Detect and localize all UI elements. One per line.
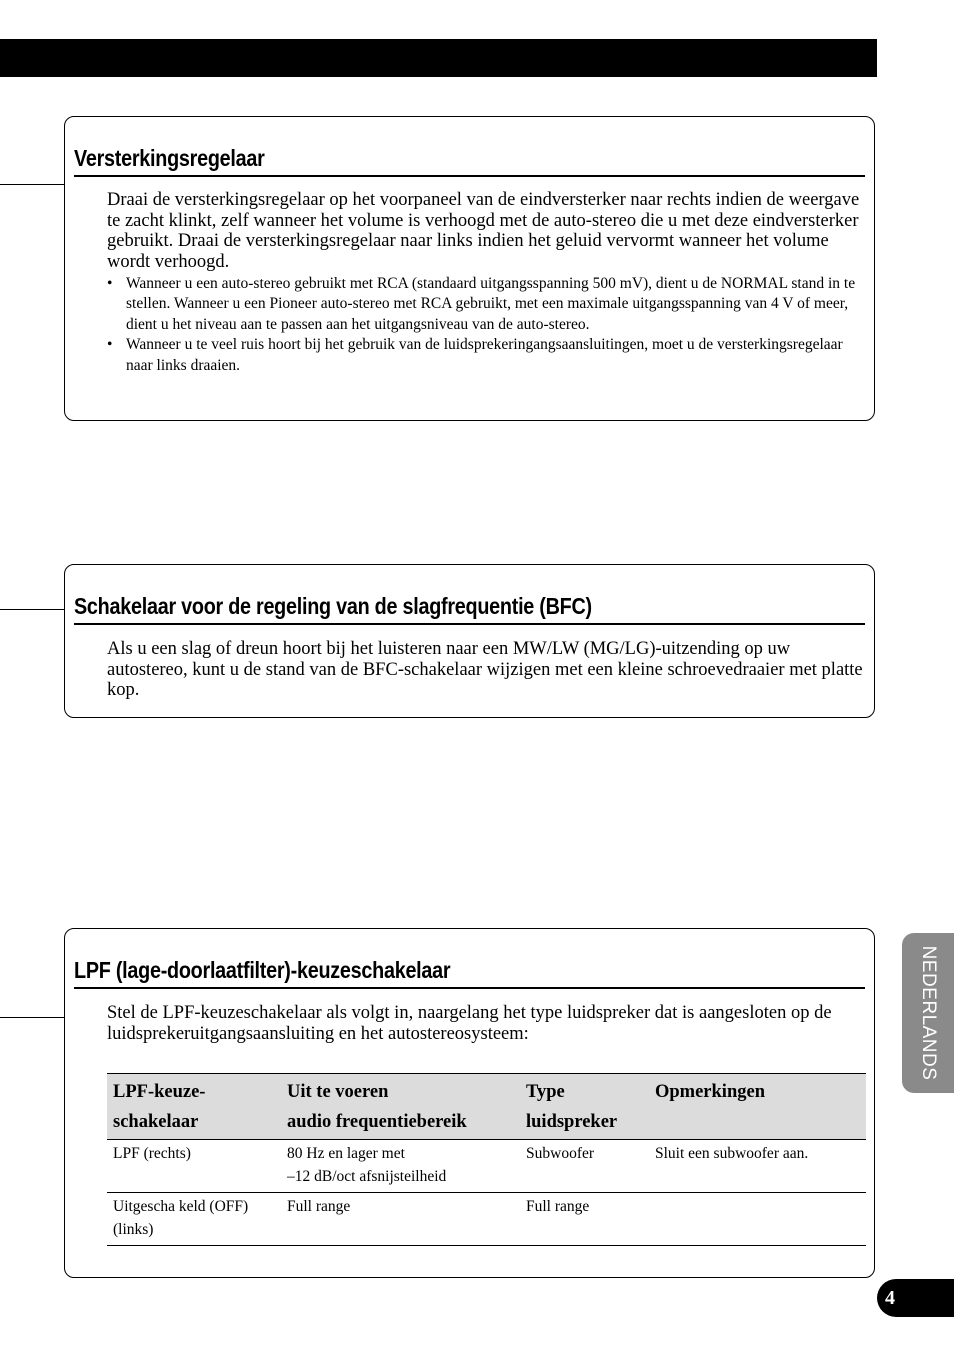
list-item [107, 274, 864, 335]
cell-line: –12 dB/oct afsnijsteilheid [287, 1168, 447, 1185]
table-header-cell [107, 1074, 281, 1140]
cell-line: Uitgescha keld (OFF) [113, 1198, 249, 1215]
table-cell [649, 1140, 866, 1193]
title-rule [74, 175, 865, 177]
language-tab-label: NEDERLANDS [918, 945, 939, 1081]
language-tab [902, 933, 954, 1093]
list-item-text: Wanneer u een auto-stereo gebruikt met RCA (standaard uitgangsspanning 500 mV), dient u de NORMAL stand in te stellen. Wanneer u een Pioneer auto-stereo met RCA gebruikt, met een maximale uitgangsspanning van 4 V of meer, dient u het niveau aan te passen aan het uitgangsniveau van de auto-stereo. [126, 275, 856, 333]
page-number: 4 [877, 1279, 954, 1317]
section-gain-control [64, 116, 875, 421]
section-marker-line [0, 1017, 64, 1018]
section-marker-line [0, 184, 64, 185]
cell-line: Sluit een subwoofer aan. [655, 1145, 809, 1162]
table-cell [649, 1193, 866, 1246]
header-line: luidspreker [526, 1112, 618, 1132]
cell-line: Full range [526, 1198, 590, 1215]
section-lpf-switch [64, 928, 875, 1278]
header-line: schakelaar [113, 1112, 199, 1132]
table-header-cell [649, 1074, 866, 1140]
header-line: Uit te voeren [287, 1082, 389, 1102]
table-cell [281, 1140, 520, 1193]
table-cell [520, 1193, 649, 1246]
section-body: Draai de versterkingsregelaar op het voorpaneel van de eindversterker naar rechts indien de weergave te zacht klinkt, zelf wanneer het volume is verhoogd met de auto-stereo die u met deze eindversterker gebruikt. Draai de versterkingsregelaar naar links indien het geluid vervormt wanneer het volume wordt verhoogd. [107, 190, 860, 272]
section-body: Als u een slag of dreun hoort bij het luisteren naar een MW/LW (MG/LG)-uitzending op uw autostereo, kunt u de stand van de BFC-schakelaar wijzigen met een kleine schroevedraaier met platte kop. [107, 639, 863, 700]
table-header-row [107, 1074, 866, 1140]
section-body: Stel de LPF-keuzeschakelaar als volgt in, naargelang het type luidspreker dat is aangesloten op de luidsprekeruitgangsaansluiting en het autostereosysteem: [107, 1003, 832, 1044]
title-rule [74, 987, 865, 989]
header-line: Opmerkingen [655, 1082, 765, 1102]
bullet-icon: • [107, 336, 113, 354]
bullet-list [107, 274, 864, 376]
table-header-cell [281, 1074, 520, 1140]
bullet-icon: • [107, 275, 113, 292]
lpf-settings-table [107, 1073, 866, 1246]
table-cell [107, 1193, 281, 1246]
section-title: LPF (lage-doorlaatfilter)-keuzeschakelaar [74, 957, 451, 983]
table-header-cell [520, 1074, 649, 1140]
section-title: Schakelaar voor de regeling van de slagfrequentie (BFC) [74, 593, 592, 619]
header-line: Type [526, 1082, 565, 1102]
table-cell [520, 1140, 649, 1193]
table-cell [107, 1140, 281, 1193]
table-row [107, 1193, 866, 1246]
section-marker-line [0, 609, 64, 610]
list-item-text: Wanneer u te veel ruis hoort bij het gebruik van de luidsprekeringangsaansluitingen, moet u de versterkingsregelaar naar links draaien. [126, 336, 843, 374]
cell-line: Full range [287, 1198, 351, 1215]
list-item [107, 335, 864, 376]
cell-line: 80 Hz en lager met [287, 1145, 405, 1162]
cell-line: (links) [113, 1221, 154, 1238]
header-bar [0, 39, 877, 77]
header-line: LPF-keuze- [113, 1082, 206, 1102]
cell-line: Subwoofer [526, 1145, 595, 1162]
table-cell [281, 1193, 520, 1246]
header-line: audio frequentiebereik [287, 1112, 467, 1132]
title-rule [74, 623, 865, 625]
section-title: Versterkingsregelaar [74, 145, 265, 171]
table-row [107, 1140, 866, 1193]
cell-line: LPF (rechts) [113, 1145, 191, 1162]
section-bfc-switch [64, 564, 875, 718]
